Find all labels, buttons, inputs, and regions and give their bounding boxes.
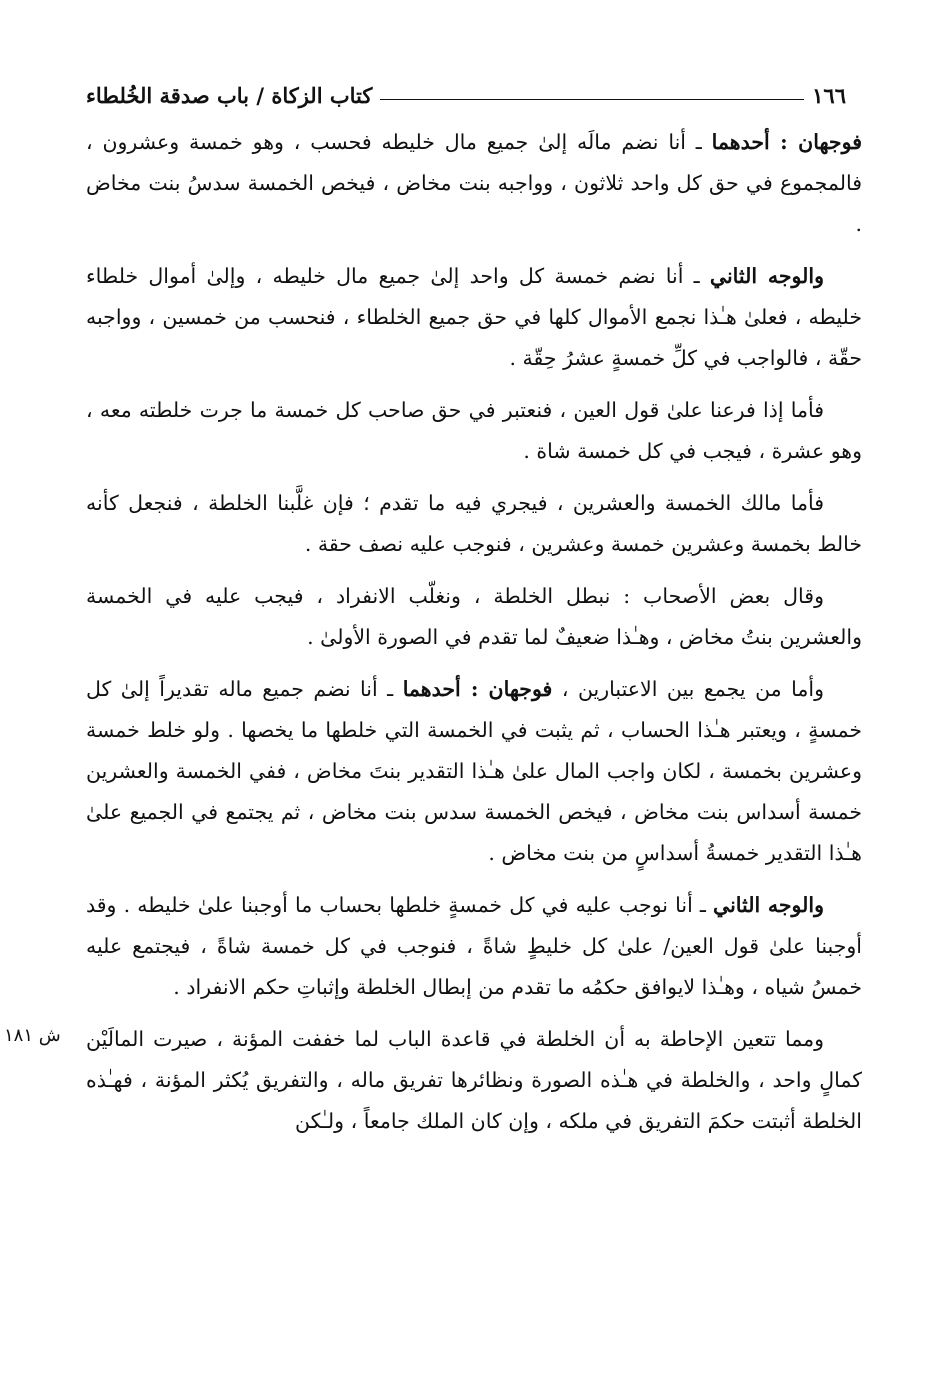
paragraph <box>86 122 862 245</box>
paragraph-text: ـ أنا نضم خمسة كل واحد إلىٰ جميع مال خليطه ، وإلىٰ أموال خلطاء خليطه ، فعلىٰ هـٰذا نجمع الأموال كلها في حق جميع الخلطاء ، فنحسب من خمسين ، وواجبه حقّة ، فالواجب في كلِّ خمسةٍ عشرُ حِقّة . <box>86 264 862 370</box>
paragraph-bold-term: والوجه الثاني <box>709 264 824 288</box>
paragraph <box>86 885 862 1008</box>
paragraph-text: ومما تتعين الإحاطة به أن الخلطة في قاعدة الباب لما خففت المؤنة ، صيرت المالَيْن كمالٍ واحد ، والخلطة في هـٰذه الصورة ونظائرها تفريق ماله ، والتفريق يُكثر المؤنة ، فهـٰذه الخلطة أثبتت حكمَ التفريق في ملكه ، وإن كان الملك جامعاً ، ولـٰكن <box>86 1027 862 1133</box>
paragraph-text: ـ أنا نضم مالَه إلىٰ جميع مال خليطه فحسب ، وهو خمسة وعشرون ، فالمجموع في حق كل واحد ثلاثون ، وواجبه بنت مخاض ، فيخص الخمسة سدسُ بنت مخاض . <box>86 130 862 236</box>
paragraph <box>86 576 862 658</box>
paragraph-lead: وأما من يجمع بين الاعتبارين ، <box>552 677 824 701</box>
running-title: كتاب الزكاة / باب صدقة الخُلطاء <box>86 82 373 108</box>
margin-manuscript-folio: ش ١٨١ <box>4 1025 61 1046</box>
paragraph <box>86 256 862 379</box>
paragraph <box>86 390 862 472</box>
paragraph-text: ـ أنا نضم جميع ماله تقديراً إلىٰ كل خمسةٍ ، ويعتبر هـٰذا الحساب ، ثم يثبت في الخمسة التي خلطها ما يخصها . ولو خلط خمسة وعشرين بخمسة ، لكان واجب المال علىٰ هـٰذا التقدير بنتَ مخاض ، ففي الخمسة والعشرين خمسة أسداس بنت مخاض ، فيخص الخمسة سدس بنت مخاض ، ثم يجتمع في الجميع علىٰ هـٰذا التقدير خمسةُ أسداسٍ من بنت مخاض . <box>86 677 862 865</box>
paragraph <box>86 483 862 565</box>
paragraph-lead: فوجهان : <box>769 130 862 154</box>
page-number: ١٦٦ <box>812 82 846 108</box>
paragraph-bold-term: فوجهان : أحدهما <box>402 677 553 701</box>
paragraph <box>86 669 862 874</box>
header-rule <box>380 99 804 100</box>
paragraph-bold-term: والوجه الثاني <box>713 893 824 917</box>
paragraph-text: فأما مالك الخمسة والعشرين ، فيجري فيه ما تقدم ؛ فإن غلَّبنا الخلطة ، فنجعل كأنه خالط بخمسة وعشرين خمسة وعشرين ، فنوجب عليه نصف حقة . <box>86 491 862 556</box>
paragraph-bold-term: أحدهما <box>711 130 770 154</box>
paragraph-text: وقال بعض الأصحاب : نبطل الخلطة ، ونغلّب الانفراد ، فيجب عليه في الخمسة والعشرين بنتُ مخاض ، وهـٰذا ضعيفٌ لما تقدم في الصورة الأولىٰ . <box>86 584 862 649</box>
page-body <box>86 122 862 1153</box>
page-header <box>86 78 846 112</box>
paragraph-text: ـ أنا نوجب عليه في كل خمسةٍ خلطها بحساب ما أوجبنا علىٰ خليطه . وقد أوجبنا علىٰ قول العين/ علىٰ كل خليطٍ شاةً ، فنوجب في كل خمسة شاةً ، فيجتمع عليه خمسُ شياه ، وهـٰذا لايوافق حكمُه ما تقدم من إبطال الخلطة وإثباتِ حكم الانفراد . <box>86 893 862 999</box>
paragraph <box>86 1019 862 1142</box>
paragraph-text: فأما إذا فرعنا علىٰ قول العين ، فنعتبر في حق صاحب كل خمسة ما جرت خلطته معه ، وهو عشرة ، فيجب في كل خمسة شاة . <box>86 398 862 463</box>
